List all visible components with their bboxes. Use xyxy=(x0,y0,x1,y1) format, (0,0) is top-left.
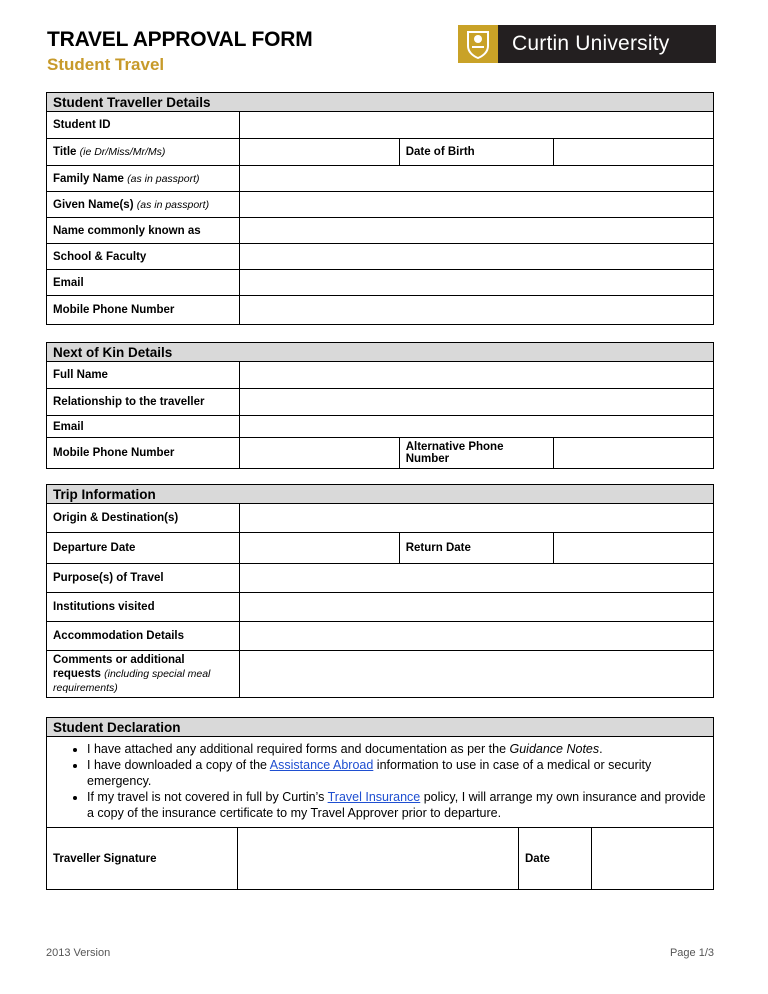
version-text: 2013 Version xyxy=(46,947,111,959)
label-kin-mobile: Mobile Phone Number xyxy=(47,438,240,469)
email-field[interactable] xyxy=(240,270,714,296)
family-name-field[interactable] xyxy=(240,166,714,192)
label-kin-name: Full Name xyxy=(47,362,240,389)
curtin-logo xyxy=(458,25,716,63)
assistance-abroad-link[interactable]: Assistance Abroad xyxy=(269,758,374,772)
student-id-field[interactable] xyxy=(240,112,714,139)
label-sign-date: Date xyxy=(519,828,592,890)
label-departure: Departure Date xyxy=(47,533,240,564)
form-subtitle: Student Travel xyxy=(47,55,165,74)
label-accommodation: Accommodation Details xyxy=(47,622,240,651)
institutions-field[interactable] xyxy=(240,593,714,622)
kin-email-field[interactable] xyxy=(240,416,714,438)
label-title: Title (ie Dr/Miss/Mr/Ms) xyxy=(47,139,240,166)
form-title: TRAVEL APPROVAL FORM xyxy=(47,28,313,51)
travel-insurance-link[interactable]: Travel Insurance xyxy=(327,790,421,804)
section-header-student: Student Traveller Details xyxy=(47,93,714,112)
section-header-declaration: Student Declaration xyxy=(47,718,714,737)
declaration-table xyxy=(46,717,714,890)
label-origin: Origin & Destination(s) xyxy=(47,504,240,533)
label-student-id: Student ID xyxy=(47,112,240,139)
kin-name-field[interactable] xyxy=(240,362,714,389)
comments-field[interactable] xyxy=(240,651,714,698)
declaration-text xyxy=(47,737,714,828)
student-details-table xyxy=(46,92,714,325)
label-purpose: Purpose(s) of Travel xyxy=(47,564,240,593)
label-dob: Date of Birth xyxy=(399,139,554,166)
label-comments: Comments or additional requests (including special meal requirements) xyxy=(47,651,240,698)
school-field[interactable] xyxy=(240,244,714,270)
title-field[interactable] xyxy=(240,139,400,166)
label-alt-phone: Alternative Phone Number xyxy=(399,438,554,469)
label-given-names: Given Name(s) (as in passport) xyxy=(47,192,240,218)
label-institutions: Institutions visited xyxy=(47,593,240,622)
label-school: School & Faculty xyxy=(47,244,240,270)
crest-icon xyxy=(458,25,498,63)
label-kin-email: Email xyxy=(47,416,240,438)
section-header-trip: Trip Information xyxy=(47,485,714,504)
label-return: Return Date xyxy=(399,533,554,564)
signature-field[interactable] xyxy=(238,828,519,890)
section-header-kin: Next of Kin Details xyxy=(47,343,714,362)
page-number: Page 1/3 xyxy=(669,947,714,959)
alt-phone-field[interactable] xyxy=(554,438,714,469)
kin-mobile-field[interactable] xyxy=(240,438,400,469)
declaration-item: • I have attached any additional required forms and documentation as per the Guidance Notes. xyxy=(87,741,707,757)
label-family-name: Family Name (as in passport) xyxy=(47,166,240,192)
mobile-field[interactable] xyxy=(240,296,714,325)
label-relationship: Relationship to the traveller xyxy=(47,389,240,416)
declaration-item: • If my travel is not covered in full by Curtin’s Travel Insurance policy, I will arrange my own insurance and provide a copy of the insurance certificate to my Travel Approver prior to departure. xyxy=(87,789,707,821)
sign-date-field[interactable] xyxy=(592,828,714,890)
declaration-item: • I have downloaded a copy of the Assistance Abroad information to use in case of a medical or security emergency. xyxy=(87,757,707,789)
origin-field[interactable] xyxy=(240,504,714,533)
label-mobile: Mobile Phone Number xyxy=(47,296,240,325)
label-known-as: Name commonly known as xyxy=(47,218,240,244)
known-as-field[interactable] xyxy=(240,218,714,244)
label-email: Email xyxy=(47,270,240,296)
accommodation-field[interactable] xyxy=(240,622,714,651)
kin-details-table xyxy=(46,342,714,469)
given-names-field[interactable] xyxy=(240,192,714,218)
return-field[interactable] xyxy=(554,533,714,564)
departure-field[interactable] xyxy=(240,533,400,564)
purpose-field[interactable] xyxy=(240,564,714,593)
relationship-field[interactable] xyxy=(240,389,714,416)
dob-field[interactable] xyxy=(554,139,714,166)
logo-text: Curtin University xyxy=(512,32,670,55)
trip-info-table xyxy=(46,484,714,698)
label-signature: Traveller Signature xyxy=(47,828,238,890)
